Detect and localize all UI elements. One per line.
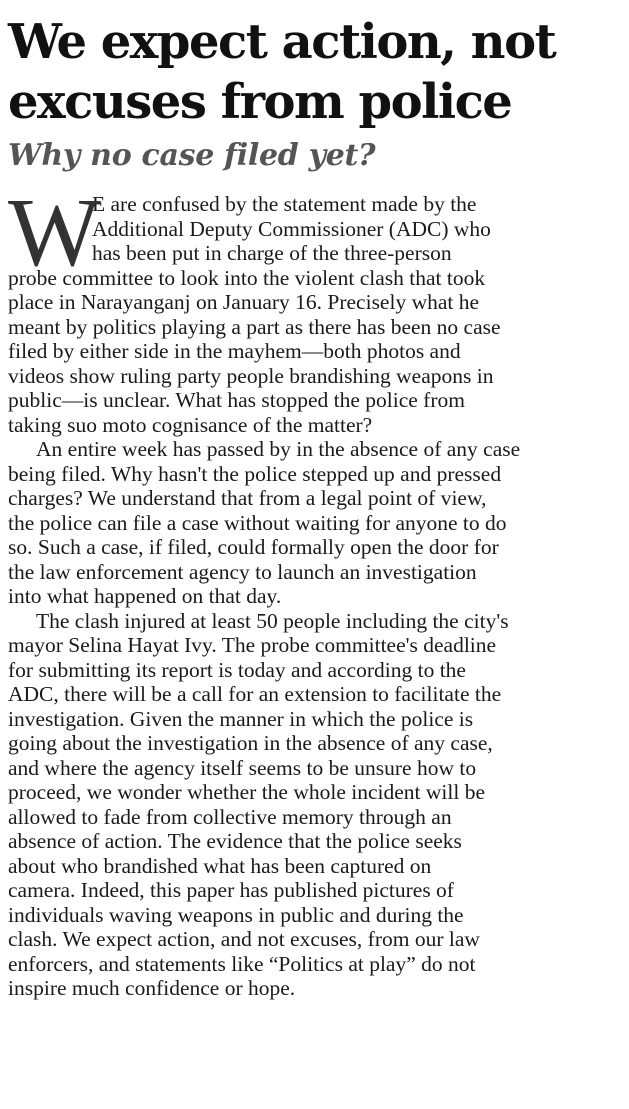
- text-line: mayor Selina Hayat Ivy. The probe committee's deadline: [8, 633, 497, 657]
- text-line: and where the agency itself seems to be unsure how to: [8, 755, 477, 780]
- headline-line: excuses from police: [8, 74, 512, 130]
- article-body: [8, 179, 621, 1001]
- text-line: individuals waving weapons in public and during the: [8, 902, 464, 927]
- text-line: the police can file a case without waiting for anyone to do: [8, 510, 507, 535]
- text-line: videos show ruling party people brandishing weapons in: [8, 363, 494, 388]
- text-line: place in Narayanganj on January 16. Precisely what he: [8, 290, 480, 314]
- headline-line: We expect action, not: [8, 14, 556, 70]
- text-line: Additional Deputy Commissioner (ADC) who: [92, 216, 491, 241]
- text-line: proceed, we wonder whether the whole incident will be: [8, 780, 486, 804]
- text-line: ADC, there will be a call for an extension to facilitate the: [8, 682, 502, 706]
- text-line: An entire week has passed by in the absence of any case: [36, 437, 521, 461]
- text-line: The clash injured at least 50 people including the city's: [36, 608, 509, 633]
- text-line: enforcers, and statements like “Politics at play” do not: [8, 951, 476, 976]
- text-line: investigation. Given the manner in which the police is: [8, 706, 474, 731]
- text-line: charges? We understand that from a legal point of view,: [8, 486, 487, 510]
- paragraph-1: [8, 179, 621, 437]
- text-line: inspire much confidence or hope.: [8, 976, 296, 1000]
- text-line: going about the investigation in the absence of any case,: [8, 731, 493, 755]
- text-line: meant by politics playing a part as there has been no case: [8, 314, 501, 339]
- text-line: so. Such a case, if filed, could formally open the door for: [8, 535, 499, 559]
- text-line: the law enforcement agency to launch an investigation: [8, 559, 477, 584]
- drop-cap: W: [8, 179, 101, 287]
- text-line: public—is unclear. What has stopped the police from: [8, 388, 465, 412]
- subheadline: Why no case filed yet?: [8, 138, 376, 173]
- text-line: camera. Indeed, this paper has published pictures of: [8, 878, 454, 902]
- text-line: probe committee to look into the violent clash that took: [8, 265, 486, 290]
- text-line: into what happened on that day.: [8, 584, 282, 608]
- paragraph-3: [8, 609, 621, 1001]
- text-line: absence of action. The evidence that the police seeks: [8, 829, 462, 853]
- text-line: filed by either side in the mayhem—both photos and: [8, 339, 461, 363]
- text-line: clash. We expect action, and not excuses, from our law: [8, 927, 480, 951]
- text-line: about who brandished what has been captured on: [8, 853, 432, 878]
- headline: [8, 0, 621, 132]
- text-line: taking suo moto cognisance of the matter?: [8, 412, 373, 437]
- text-line: E are confused by the statement made by the: [92, 192, 477, 216]
- paragraph-2: [8, 437, 621, 609]
- text-line: being filed. Why hasn't the police stepped up and pressed: [8, 461, 502, 486]
- text-line: allowed to fade from collective memory through an: [8, 804, 452, 829]
- text-line: has been put in charge of the three-person: [92, 241, 452, 265]
- text-line: for submitting its report is today and according to the: [8, 657, 466, 682]
